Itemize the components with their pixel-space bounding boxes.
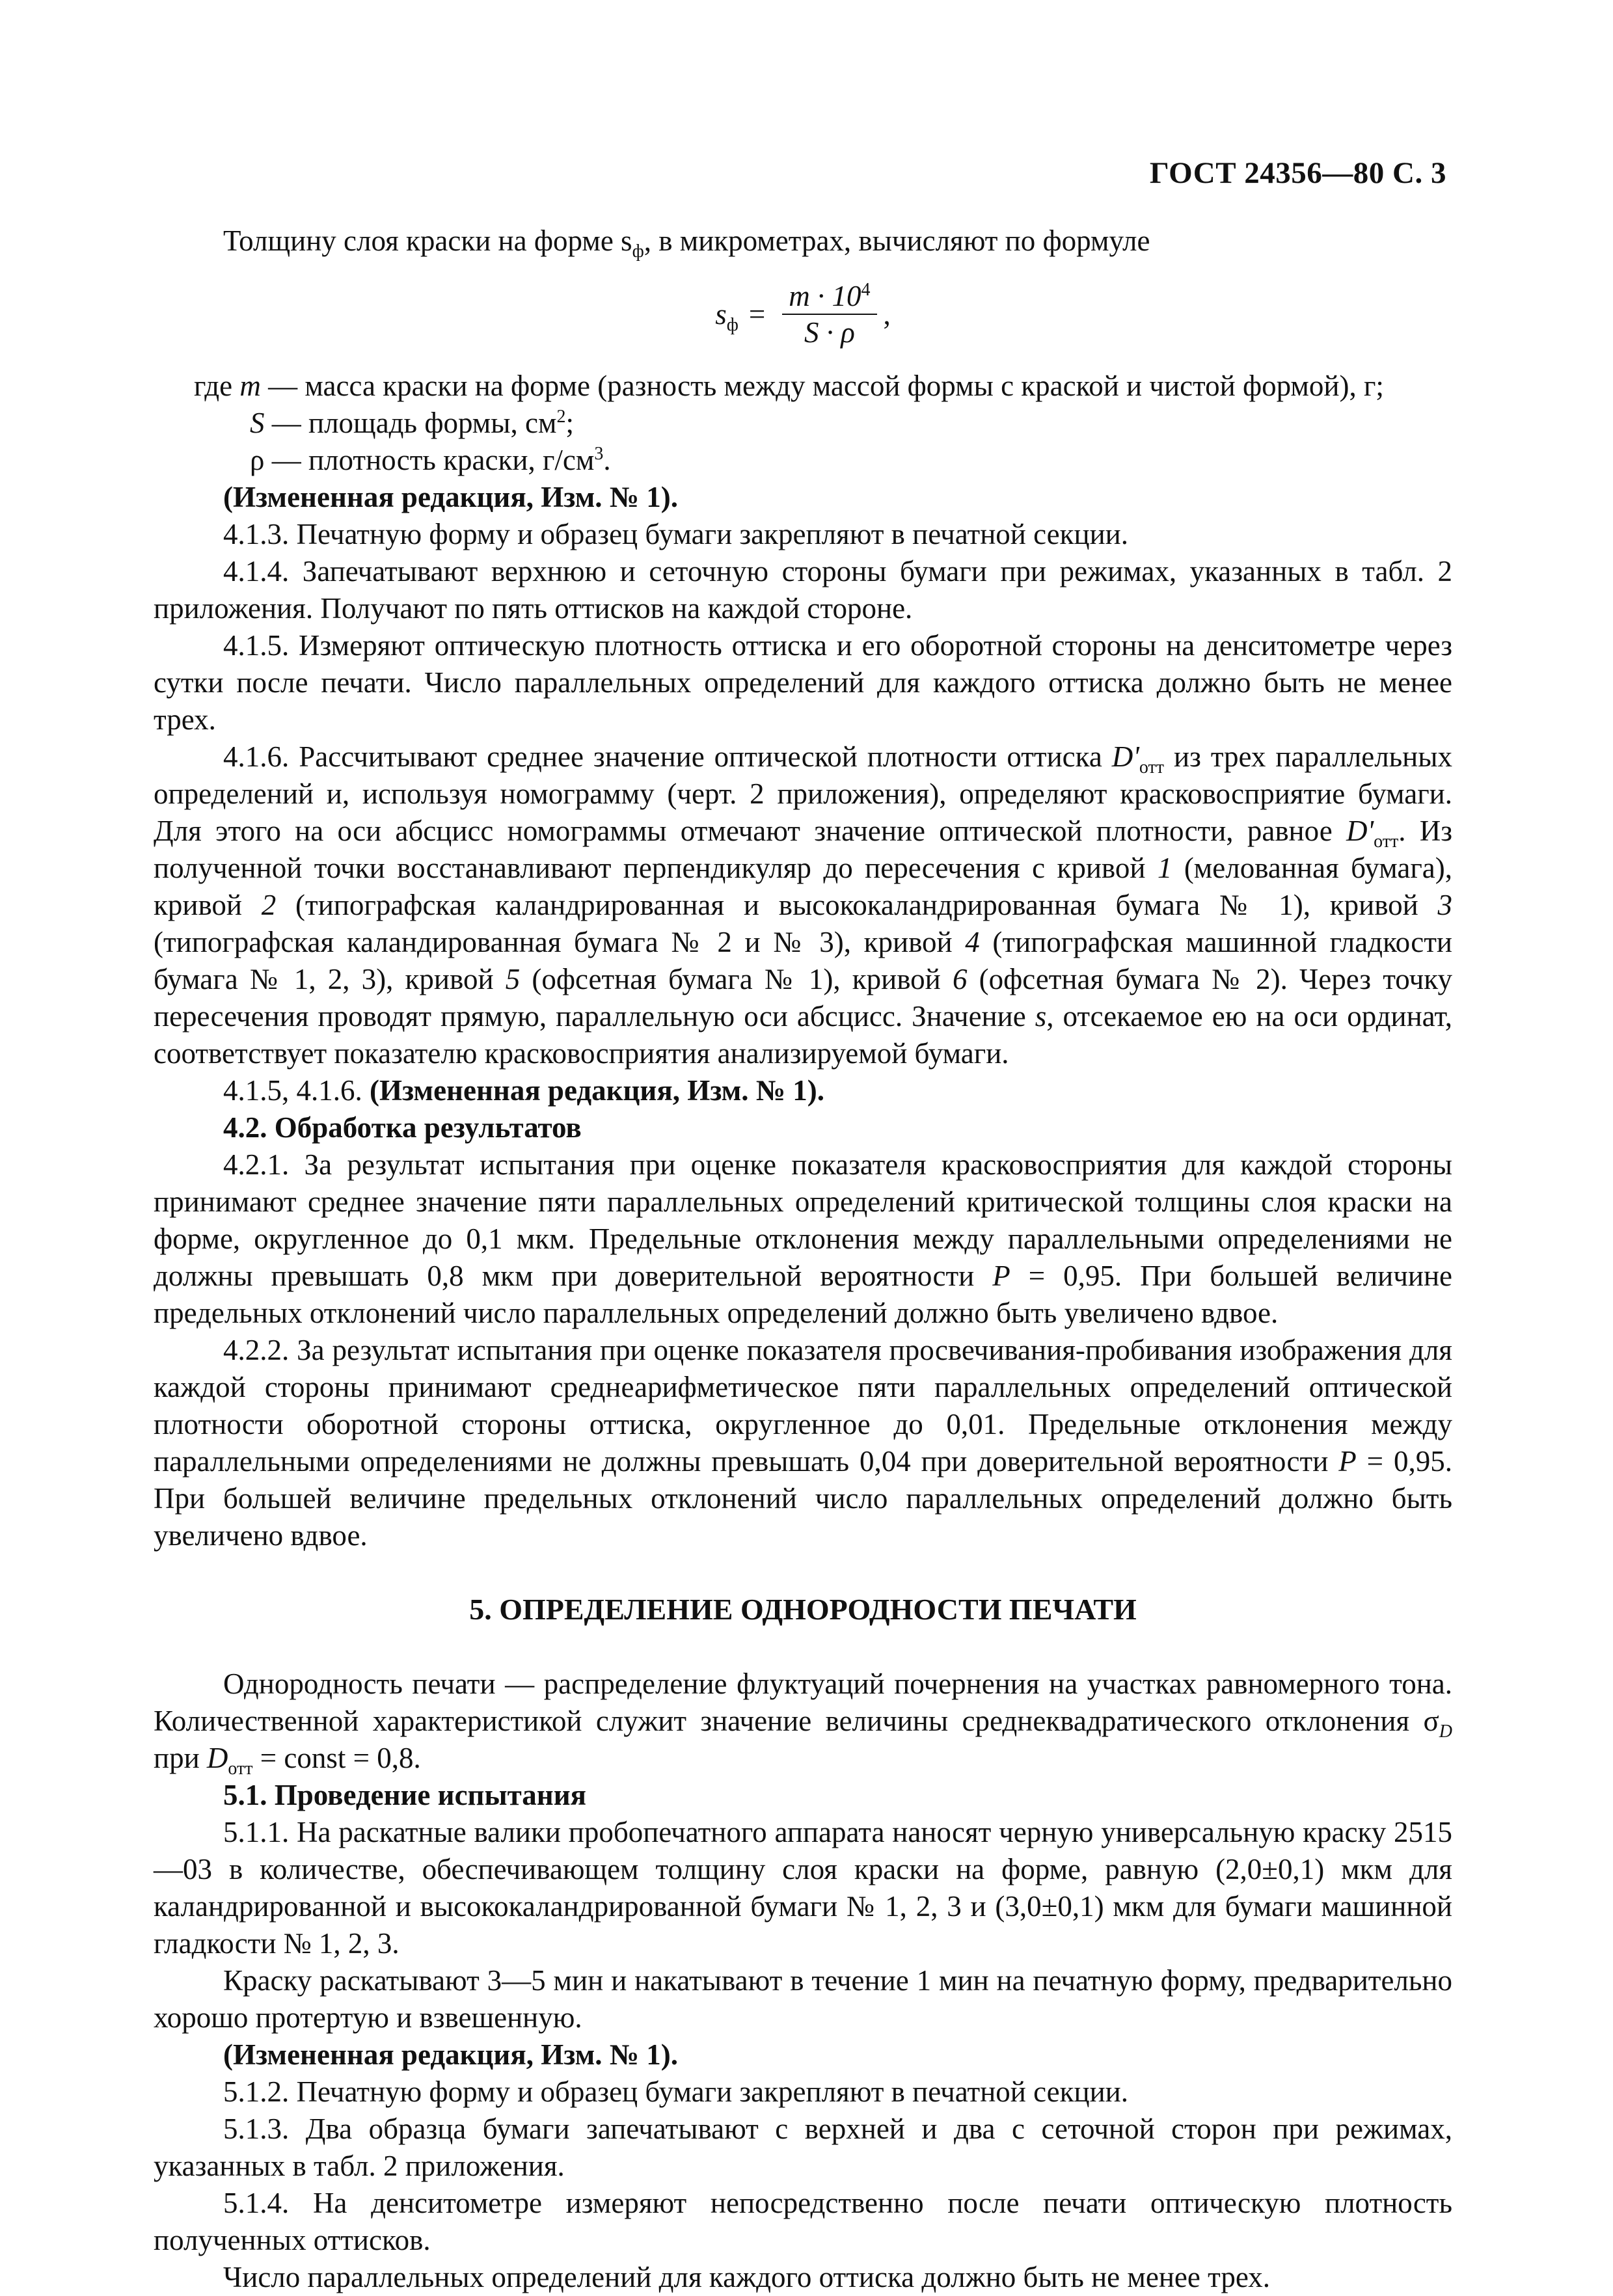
p416-j: , отсекаемое ею на оси ординат, соответствует показателю красковосприятия анализируемой бумаги. xyxy=(154,1000,1453,1070)
p422-a: 4.2.2. За результат испытания при оценке показателя просвечивания-пробивания изображения для каждой стороны принимают среднеарифметическое пяти параллельных определений оптической плотности оборотной стороны оттиска, округленное до 0,01. Предельные отклонения между параллельными определениями не должны превышать 0,04 при доверительной вероятности xyxy=(154,1334,1452,1478)
document-body xyxy=(154,223,1452,2296)
amend2-prefix: 4.1.5, 4.1.6. xyxy=(223,1074,370,1107)
formula-numerator-text: m · 10 xyxy=(789,280,861,312)
p5-D: D xyxy=(206,1742,228,1774)
p416-curve-3: 3 xyxy=(1437,889,1453,921)
def-rho xyxy=(154,442,1452,479)
para-5-intro xyxy=(154,1666,1452,1777)
p416-d1: D' xyxy=(1111,740,1139,773)
heading-4-2: 4.2. Обработка результатов xyxy=(223,1111,582,1144)
intro-text: Толщину слоя краски на форме s xyxy=(223,224,632,257)
p416-c: . Из полученной точки восстанавливают перпендикуляр до пересечения с кривой xyxy=(154,815,1452,884)
def-S-sup: 2 xyxy=(556,407,566,427)
p416-curve-6: 6 xyxy=(952,963,968,995)
formula-lhs-symbol: s xyxy=(715,297,727,331)
p5-sigma-sub: D xyxy=(1439,1722,1452,1742)
para-4-1-3: 4.1.3. Печатную форму и образец бумаги закрепляют в печатной секции. xyxy=(223,518,1128,550)
formula-fraction xyxy=(782,280,876,349)
para-5-1-3: 5.1.3. Два образца бумаги запечатывают с верхней и два с сеточной сторон при режимах, указанных в табл. 2 приложения. xyxy=(154,2113,1452,2182)
formula-lhs xyxy=(715,296,739,333)
para-4-1-6 xyxy=(154,738,1452,1072)
p416-curve-5: 5 xyxy=(505,963,521,995)
def-lead: где xyxy=(194,370,233,402)
p422-b: = 0,95. При большей величине предельных отклонений число параллельных определений должно быть увеличено вдвое. xyxy=(154,1445,1452,1552)
section-5-title: 5. ОПРЕДЕЛЕНИЕ ОДНОРОДНОСТИ ПЕЧАТИ xyxy=(469,1593,1137,1626)
para-5-1-1: 5.1.1. На раскатные валики пробопечатного аппарата наносят черную универсальную краску 2515—03 в количестве, обеспечивающем толщину слоя краски на форме, равную (2,0±0,1) мкм для каландрированной и высококаландрированной бумаги № 1, 2, 3 и (3,0±0,1) мкм для бумаги машинной гладкости № 1, 2, 3. xyxy=(154,1816,1452,1960)
p421-P: P xyxy=(992,1260,1010,1292)
p416-i: (офсетная бумага № 2). Через точку пересечения проводят прямую, параллельную оси абсцисс. Значение xyxy=(154,963,1452,1033)
p416-curve-2: 2 xyxy=(261,889,277,921)
formula-comma: , xyxy=(883,297,891,331)
p416-f: (типографская каландированная бумага № 2 и № 3), кривой xyxy=(154,926,966,958)
amendment-note-1: (Измененная редакция, Изм. № 1). xyxy=(223,481,679,513)
def-rho-end: . xyxy=(603,444,611,476)
para-5-1-4-b: Число параллельных определений для каждого оттиска должно быть не менее трех. xyxy=(223,2261,1270,2293)
def-S-symbol: S xyxy=(250,407,265,439)
formula-numerator-sup: 4 xyxy=(861,280,871,300)
def-m-text: — масса краски на форме (разность между массой формы с краской и чистой формой), г; xyxy=(268,370,1384,402)
amendment-note-2 xyxy=(154,1072,1452,1109)
amend2-text: (Измененная редакция, Изм. № 1). xyxy=(370,1074,825,1107)
p416-curve-4: 4 xyxy=(965,926,980,958)
intro-rest: , в микрометрах, вычисляют по формуле xyxy=(644,224,1150,257)
def-rho-sup: 3 xyxy=(594,444,604,464)
formula-intro xyxy=(154,223,1452,260)
intro-subscript: ф xyxy=(632,241,644,262)
p416-d2-sub: отт xyxy=(1374,831,1399,852)
para-4-2-1 xyxy=(154,1146,1452,1332)
p416-h: (офсетная бумага № 1), кривой xyxy=(520,963,953,995)
para-5-1-1-b: Краску раскатывают 3—5 мин и накатывают в течение 1 мин на печатную форму, предварительно хорошо протертую и взвешенную. xyxy=(154,1964,1452,2034)
p416-d: (мелованная бумага), кривой xyxy=(154,852,1452,921)
p416-d1-sub: отт xyxy=(1139,757,1165,777)
para-4-1-5: 4.1.5. Измеряют оптическую плотность оттиска и его оборотной стороны на денситометре через сутки после печати. Число параллельных определений для каждого оттиска должно быть не менее трех. xyxy=(154,629,1452,736)
p416-a: 4.1.6. Рассчитывают среднее значение оптической плотности оттиска xyxy=(223,740,1112,773)
page-header: ГОСТ 24356—80 С. 3 xyxy=(1149,156,1446,190)
p421-b: = 0,95. При большей величине предельных отклонений число параллельных определений должно быть увеличено вдвое. xyxy=(154,1260,1452,1329)
p416-curve-1: 1 xyxy=(1157,852,1172,884)
def-rho-text: — плотность краски, г/см xyxy=(271,444,595,476)
p5-D-sub: отт xyxy=(228,1759,253,1779)
formula xyxy=(154,263,1452,365)
variable-definitions xyxy=(154,368,1452,479)
def-rho-symbol: ρ xyxy=(250,444,265,476)
para-5-1-2: 5.1.2. Печатную форму и образец бумаги закрепляют в печатной секции. xyxy=(223,2075,1128,2108)
para-4-1-4: 4.1.4. Запечатывают верхнюю и сеточную стороны бумаги при режимах, указанных в табл. 2 приложения. Получают по пять оттисков на каждой стороне. xyxy=(154,555,1452,625)
formula-denominator: S · ρ xyxy=(804,316,855,349)
p421-a: 4.2.1. За результат испытания при оценке показателя красковосприятия для каждой стороны принимают среднее значение пяти параллельных определений критической толщины слоя краски на форме, округленное до 0,1 мкм. Предельные отклонения между параллельными определениями не должны превышать 0,8 мкм при доверительной вероятности xyxy=(154,1148,1452,1292)
def-S xyxy=(154,405,1452,442)
def-m-symbol: m xyxy=(239,370,261,402)
def-m xyxy=(154,368,1452,405)
para-5-1-4: 5.1.4. На денситометре измеряют непосредственно после печати оптическую плотность полученных оттисков. xyxy=(154,2187,1452,2256)
p5-b: при xyxy=(154,1742,207,1774)
formula-lhs-subscript: ф xyxy=(726,314,739,335)
p416-b: из трех параллельных определений и, используя номограмму (черт. 2 приложения), определяют красковосприятие бумаги. Для этого на оси абсцисс номограммы отмечают значение оптической плотности, равное xyxy=(154,740,1452,847)
p5-c: = const = 0,8. xyxy=(252,1742,421,1774)
formula-equals: = xyxy=(748,297,766,331)
p5-a: Однородность печати — распределение флуктуаций почернения на участках равномерного тона. Количественной характеристикой служит значение величины среднеквадратического отклонения σ xyxy=(154,1668,1452,1737)
para-4-2-2 xyxy=(154,1332,1452,1554)
p422-P: P xyxy=(1338,1445,1357,1478)
def-S-text: — площадь формы, см xyxy=(271,407,557,439)
def-S-end: ; xyxy=(565,407,574,439)
p416-d2: D' xyxy=(1346,815,1374,847)
formula-numerator xyxy=(782,280,876,315)
p416-g: (типографская машинной гладкости бумага № 1, 2, 3), кривой xyxy=(154,926,1452,995)
amendment-note-3: (Измененная редакция, Изм. № 1). xyxy=(223,2038,679,2071)
heading-5-1: 5.1. Проведение испытания xyxy=(223,1779,586,1811)
p416-s: s xyxy=(1035,1000,1047,1033)
p416-e: (типографская каландрированная и высококаландрированная бумага № 1), кривой xyxy=(276,889,1438,921)
